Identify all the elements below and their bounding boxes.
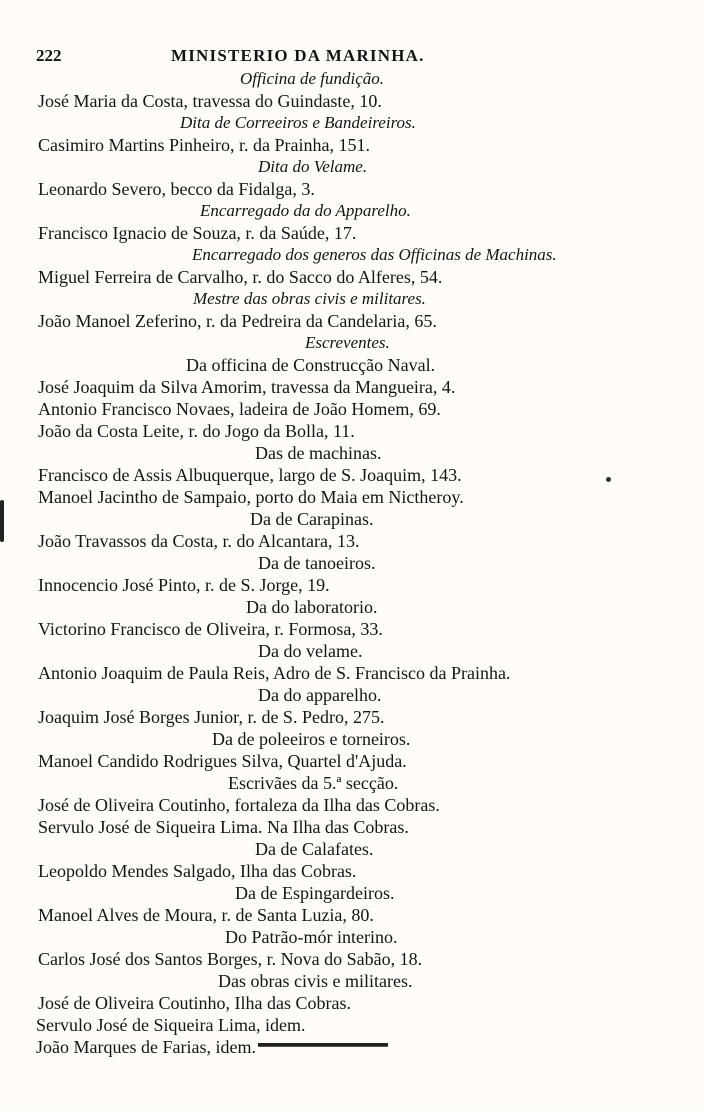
directory-entry: Manoel Alves de Moura, r. de Santa Luzia, 80. [38,905,374,925]
directory-entry: Leonardo Severo, becco da Fidalga, 3. [38,179,315,199]
closing-rule [258,1043,388,1047]
section-heading: Officina de fundição. [240,69,385,88]
section-heading: Das obras civis e militares. [218,971,413,991]
section-heading: Encarregado dos generos das Officinas de Machinas. [192,245,557,264]
directory-entry: José de Oliveira Coutinho, fortaleza da Ilha das Cobras. [38,795,440,815]
directory-entry: João Marques de Farias, idem. [36,1037,256,1057]
section-heading: Da de Carapinas. [250,509,374,529]
section-heading: Encarregado da do Apparelho. [200,201,411,220]
section-heading: Da de poleeiros e torneiros. [212,729,411,749]
directory-entry: Antonio Francisco Novaes, ladeira de João Homem, 69. [38,399,441,419]
section-heading: Da de tanoeiros. [258,553,376,573]
section-heading: Das de machinas. [255,443,382,463]
section-heading: Escrivães da 5.ª secção. [228,773,399,793]
section-heading: Dita de Correeiros e Bandeireiros. [180,113,416,132]
directory-entry: Joaquim José Borges Junior, r. de S. Pedro, 275. [38,707,385,727]
directory-entry: Francisco Ignacio de Souza, r. da Saúde, 17. [38,223,357,243]
ink-speck [606,477,611,482]
directory-entry: José Maria da Costa, travessa do Guindaste, 10. [38,91,382,111]
section-heading: Da officina de Construcção Naval. [186,355,436,375]
section-heading: Mestre das obras civis e militares. [193,289,426,308]
section-heading: Da de Espingardeiros. [235,883,395,903]
running-head: MINISTERIO DA MARINHA. [171,46,425,65]
directory-entry: João Manoel Zeferino, r. da Pedreira da Candelaria, 65. [38,311,437,331]
directory-entry: João Travassos da Costa, r. do Alcantara, 13. [38,531,360,551]
directory-entry: José Joaquim da Silva Amorim, travessa da Mangueira, 4. [38,377,456,397]
page-number: 222 [36,46,62,65]
directory-entry: José de Oliveira Coutinho, Ilha das Cobras. [38,993,351,1013]
directory-entry: Antonio Joaquim de Paula Reis, Adro de S. Francisco da Prainha. [38,663,511,683]
section-heading: Da de Calafates. [255,839,374,859]
directory-entry: Miguel Ferreira de Carvalho, r. do Sacco do Alferes, 54. [38,267,443,287]
margin-mark [0,500,4,542]
section-heading: Da do velame. [258,641,363,661]
directory-entry: Servulo José de Siqueira Lima. Na Ilha das Cobras. [38,817,409,837]
section-heading: Da do laboratorio. [246,597,378,617]
directory-entry: Casimiro Martins Pinheiro, r. da Prainha, 151. [38,135,370,155]
directory-entry: Carlos José dos Santos Borges, r. Nova do Sabão, 18. [38,949,423,969]
section-heading: Dita do Velame. [258,157,368,176]
section-heading: Do Patrão-mór interino. [225,927,398,947]
section-heading: Da do apparelho. [258,685,382,705]
directory-entry: Leopoldo Mendes Salgado, Ilha das Cobras. [38,861,357,881]
directory-entry: Victorino Francisco de Oliveira, r. Formosa, 33. [38,619,383,639]
section-heading: Escreventes. [305,333,390,352]
directory-entry: Francisco de Assis Albuquerque, largo de S. Joaquim, 143. [38,465,462,485]
directory-entry: João da Costa Leite, r. do Jogo da Bolla, 11. [38,421,355,441]
directory-entry: Servulo José de Siqueira Lima, idem. [36,1015,306,1035]
directory-entry: Manoel Jacintho de Sampaio, porto do Maia em Nictheroy. [38,487,464,507]
directory-entry: Innocencio José Pinto, r. de S. Jorge, 19. [38,575,330,595]
directory-entry: Manoel Candido Rodrigues Silva, Quartel d'Ajuda. [38,751,407,771]
